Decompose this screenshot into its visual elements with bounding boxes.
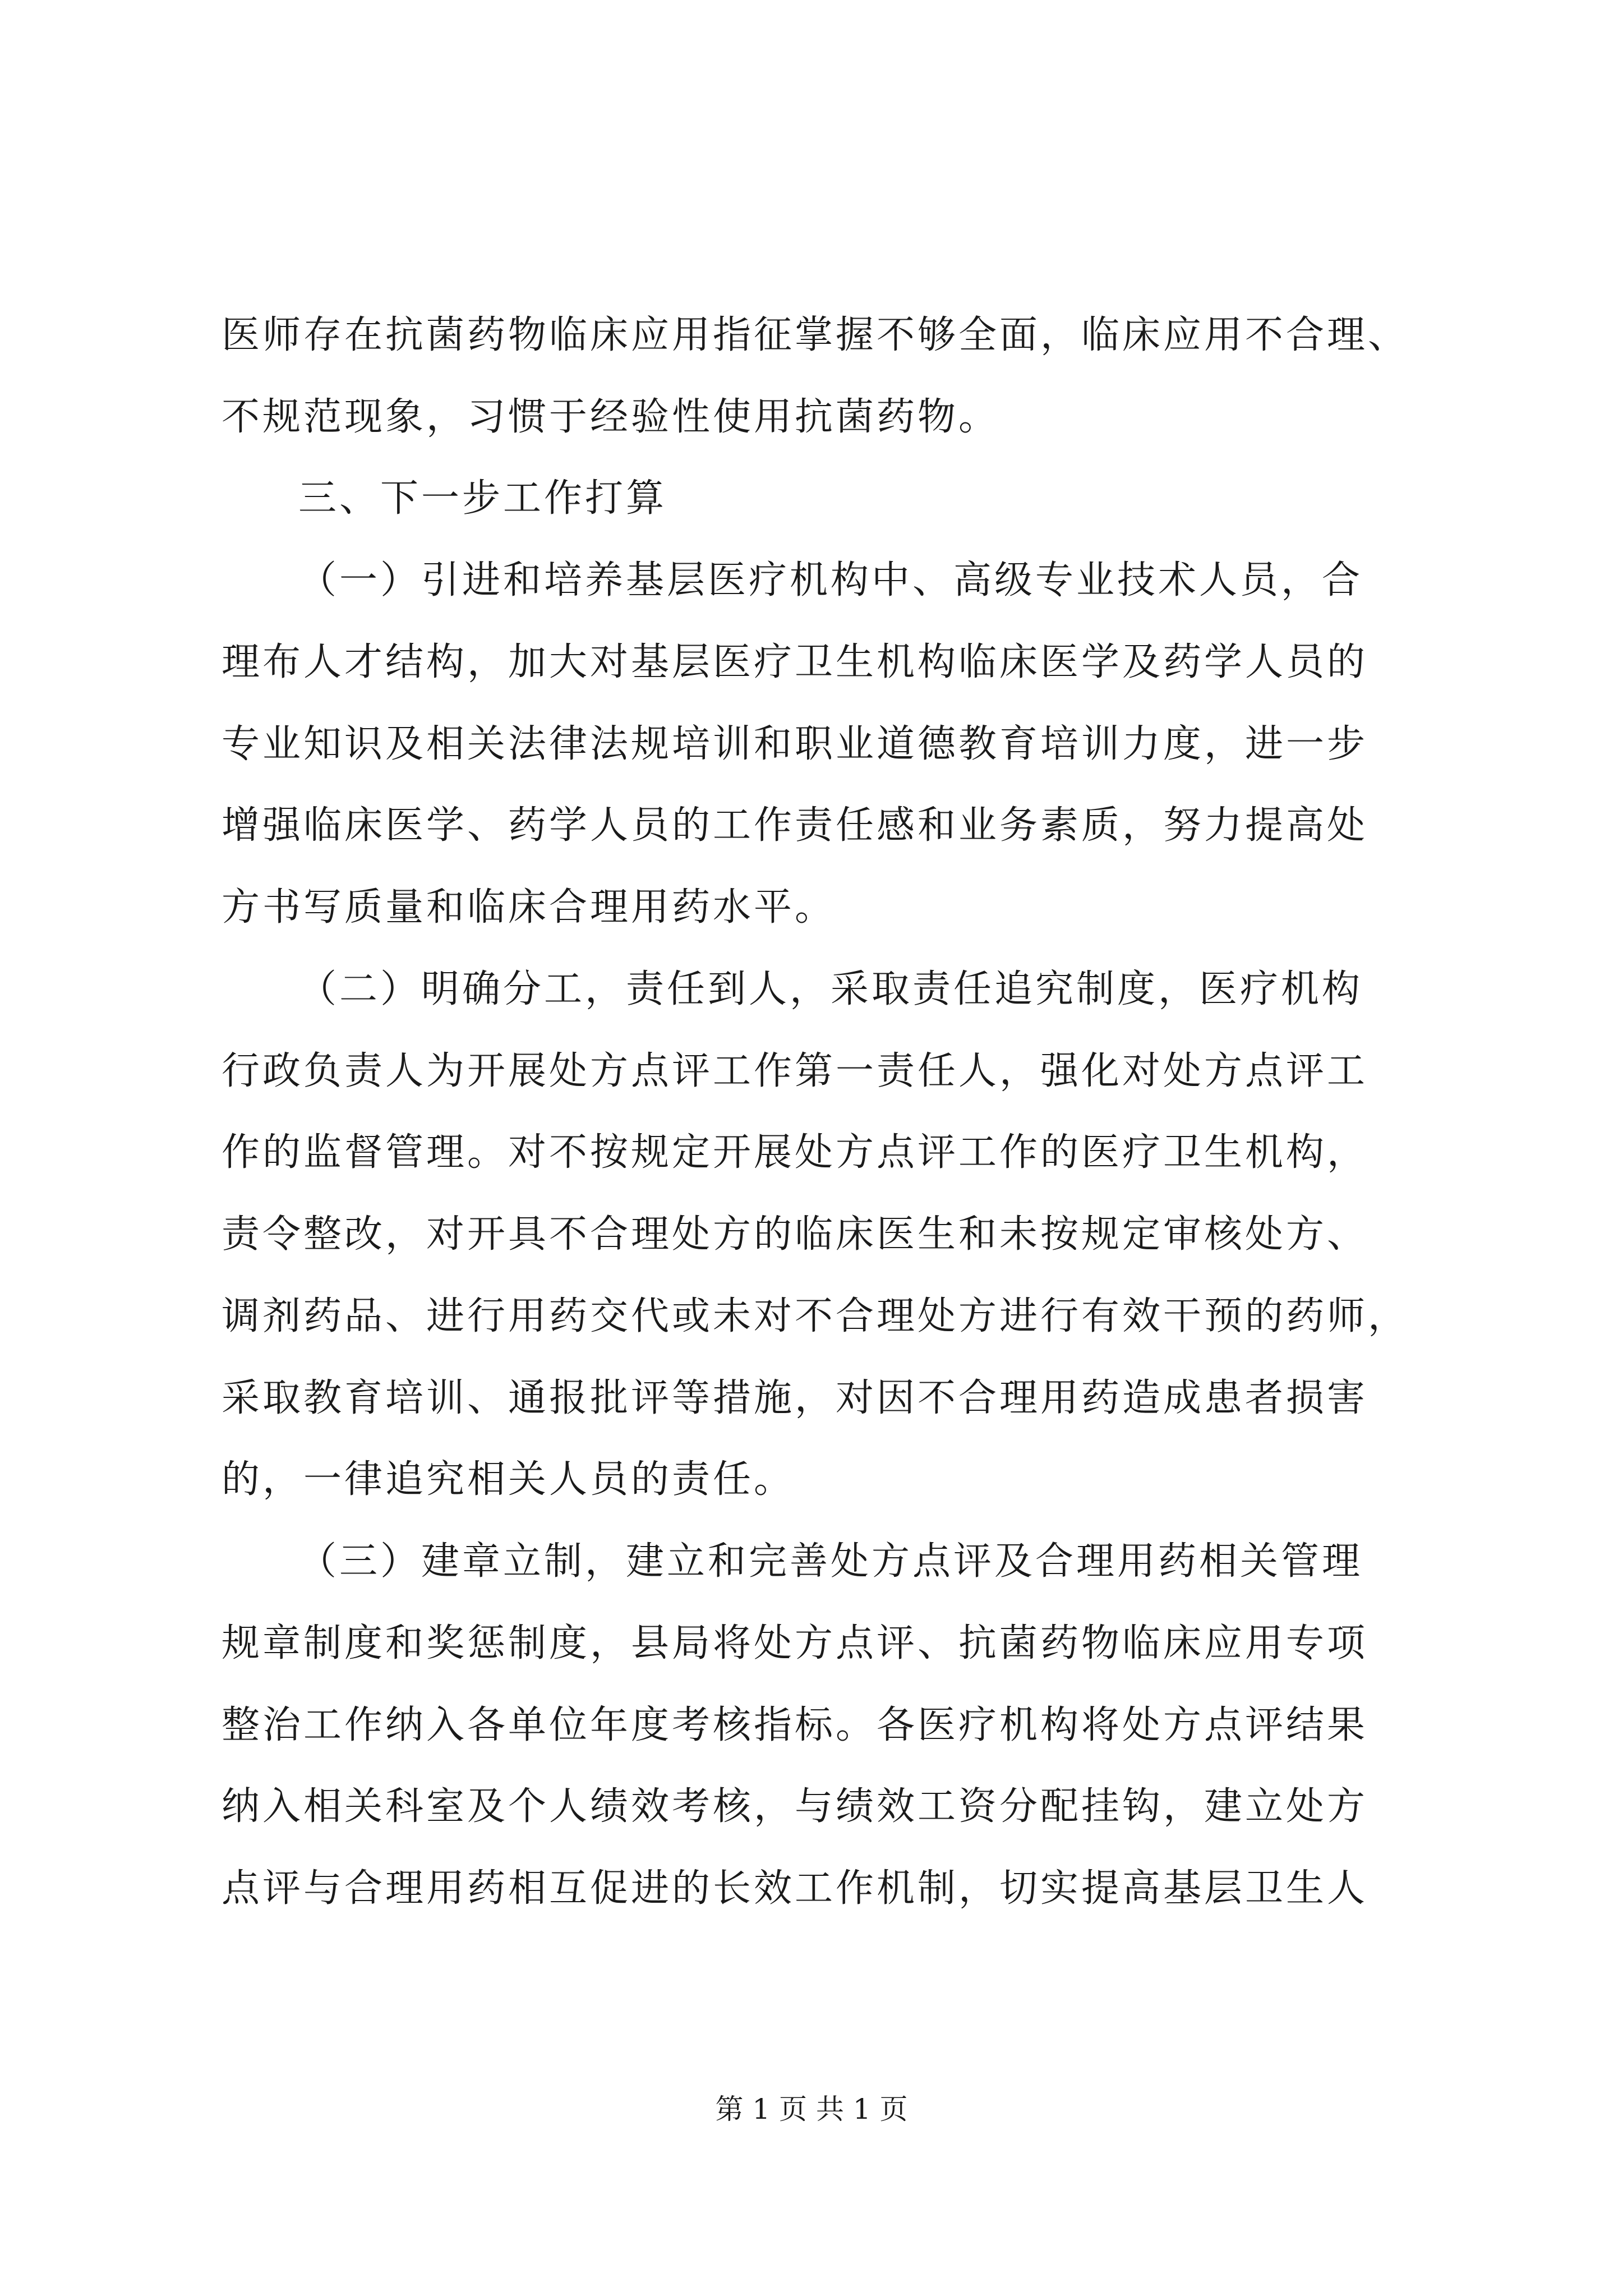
text-line: 规章制度和奖惩制度，县局将处方点评、抗菌药物临床应用专项 <box>222 1621 1368 1665</box>
text-line: 方书写质量和临床合理用药水平。 <box>222 885 836 930</box>
text-line: 增强临床医学、药学人员的工作责任感和业务素质，努力提高处 <box>222 803 1368 848</box>
text-line: 专业知识及相关法律法规培训和职业道德教育培训力度，进一步 <box>222 722 1368 766</box>
text-line: 的，一律追究相关人员的责任。 <box>222 1457 795 1502</box>
text-line: 纳入相关科室及个人绩效考核，与绩效工资分配挂钩，建立处方 <box>222 1784 1368 1829</box>
text-line: 医师存在抗菌药物临床应用指征掌握不够全面，临床应用不合理、 <box>222 313 1409 357</box>
text-line: 理布人才结构，加大对基层医疗卫生机构临床医学及药学人员的 <box>222 640 1368 684</box>
paragraph-line: （三）建章立制，建立和完善处方点评及合理用药相关管理 <box>298 1539 1363 1584</box>
text-line: 整治工作纳入各单位年度考核指标。各医疗机构将处方点评结果 <box>222 1703 1368 1747</box>
text-line: 行政负责人为开展处方点评工作第一责任人，强化对处方点评工 <box>222 1049 1368 1093</box>
text-line: 不规范现象，习惯于经验性使用抗菌药物。 <box>222 395 1000 439</box>
text-line: 作的监督管理。对不按规定开展处方点评工作的医疗卫生机构， <box>222 1130 1368 1175</box>
page-number-footer: 第 1 页 共 1 页 <box>715 2093 908 2125</box>
section-heading: 三、下一步工作打算 <box>298 476 667 521</box>
paragraph-line: （一）引进和培养基层医疗机构中、高级专业技术人员，合 <box>298 558 1363 602</box>
text-line: 点评与合理用药相互促进的长效工作机制，切实提高基层卫生人 <box>222 1866 1368 1911</box>
text-line: 调剂药品、进行用药交代或未对不合理处方进行有效干预的药师， <box>222 1294 1409 1338</box>
text-line: 采取教育培训、通报批评等措施，对因不合理用药造成患者损害 <box>222 1376 1368 1420</box>
text-line: 责令整改，对开具不合理处方的临床医生和未按规定审核处方、 <box>222 1212 1368 1257</box>
paragraph-line: （二）明确分工，责任到人，采取责任追究制度，医疗机构 <box>298 967 1363 1011</box>
